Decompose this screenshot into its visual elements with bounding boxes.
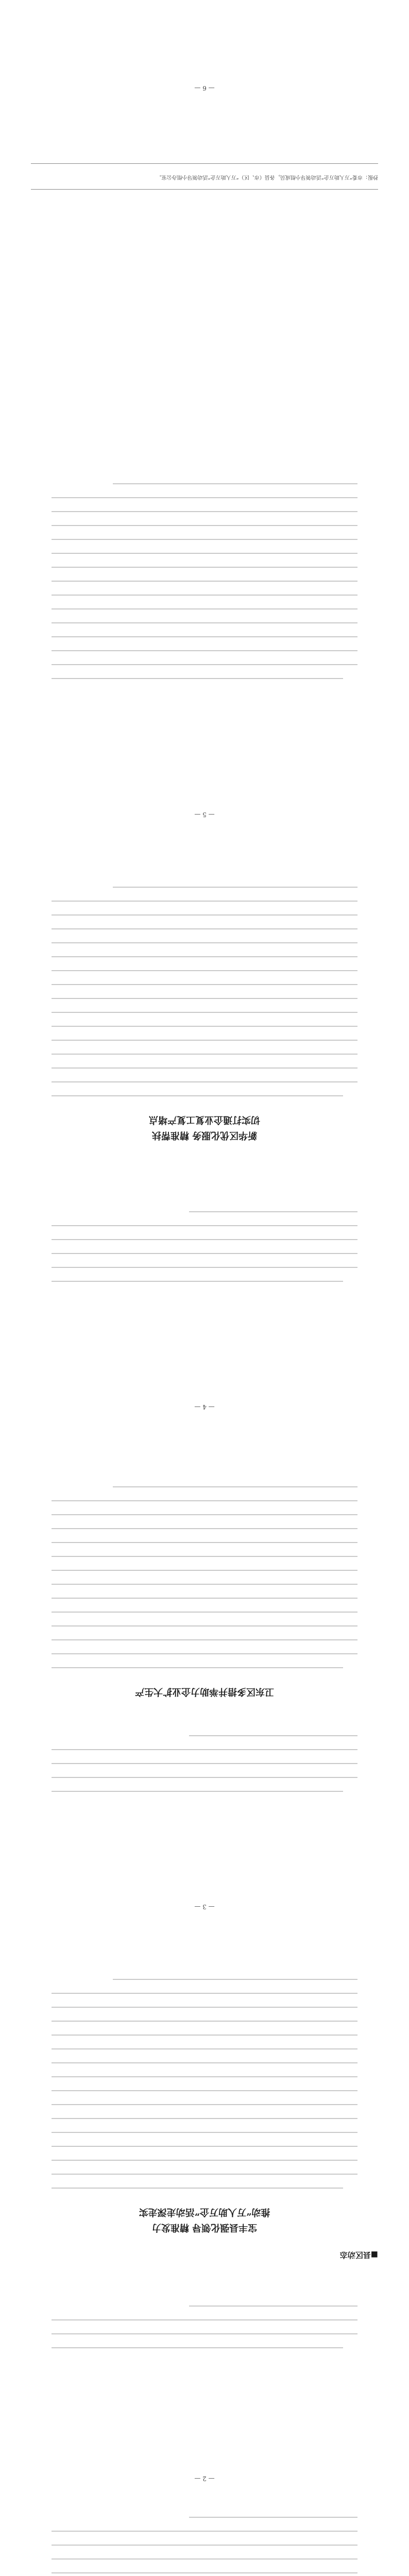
section-heading: ■县区动态 — [339, 2250, 378, 2260]
text-line — [52, 2118, 357, 2119]
text-line — [52, 1081, 357, 1082]
text-line — [52, 2021, 357, 2022]
text-line — [52, 595, 357, 596]
text-line — [52, 1791, 343, 1792]
text-line — [52, 1570, 357, 1571]
text-line — [52, 1067, 357, 1069]
text-line — [52, 2007, 357, 2008]
text-line — [52, 1095, 343, 1096]
text-line — [52, 1542, 357, 1543]
text-line — [52, 678, 343, 679]
text-line — [52, 2531, 357, 2532]
text-line — [52, 2558, 357, 2560]
page-number: — 3 — — [194, 1903, 215, 1910]
text-line — [52, 2545, 357, 2546]
text-line — [52, 1653, 357, 1654]
text-line — [52, 1625, 357, 1626]
text-line — [52, 636, 357, 637]
text-line — [52, 2572, 357, 2573]
text-line — [52, 2076, 357, 2077]
text-line — [113, 1486, 357, 1487]
text-line — [52, 2104, 357, 2105]
page-number: — 6 — — [194, 84, 215, 92]
text-line — [52, 1528, 357, 1529]
text-line — [52, 1584, 357, 1585]
text-line — [52, 928, 357, 929]
text-line — [52, 525, 357, 526]
text-line — [52, 914, 357, 916]
text-line — [52, 901, 357, 902]
text-line — [52, 1763, 357, 1764]
text-line — [52, 1612, 357, 1613]
article-body-4 — [52, 1473, 357, 1668]
text-line — [52, 1639, 357, 1640]
text-line — [52, 1667, 343, 1668]
text-line — [52, 1993, 357, 1994]
article-body-2-end — [52, 2293, 357, 2348]
article-body-5-cont — [52, 470, 357, 679]
text-line — [52, 511, 357, 512]
page-number: — 5 — — [194, 811, 215, 818]
text-line — [113, 887, 357, 888]
text-line — [52, 1749, 357, 1750]
text-line — [52, 2035, 357, 2036]
text-line — [52, 1239, 357, 1240]
article-body-3-cont — [52, 1722, 357, 1792]
text-line — [52, 1598, 357, 1599]
text-line — [52, 984, 357, 985]
text-line — [189, 2306, 357, 2307]
text-line — [189, 2517, 357, 2518]
text-line — [113, 483, 357, 484]
text-line — [52, 2347, 343, 2348]
text-line — [52, 622, 357, 623]
text-line — [52, 2160, 357, 2161]
text-line — [52, 567, 357, 568]
text-line — [189, 1735, 357, 1736]
text-line — [52, 1253, 357, 1254]
text-line — [52, 1556, 357, 1557]
text-line — [52, 2333, 357, 2334]
text-line — [52, 1054, 357, 1055]
footer-rule-bottom — [31, 163, 378, 164]
text-line — [52, 1267, 357, 1268]
page-number: — 2 — — [194, 2475, 215, 2482]
text-line — [52, 2174, 357, 2175]
text-line — [52, 2132, 357, 2133]
text-line — [52, 1777, 357, 1778]
text-line — [52, 1040, 357, 1041]
text-line — [52, 2146, 357, 2147]
text-line — [52, 1225, 357, 1226]
text-line — [52, 650, 357, 651]
article-title-3: 宝丰县强化领导 精准发力 推动“万人助万企”活动走深走实 — [139, 2207, 270, 2233]
text-line — [52, 553, 357, 554]
page-number: — 4 — — [194, 1403, 215, 1411]
article-body-5 — [52, 874, 357, 1096]
article-body-3 — [52, 1966, 357, 2189]
text-line — [52, 581, 357, 582]
article-title-5: 新华区优化服务 精准帮扶 切实打通企业复工复产堵点 — [149, 1114, 260, 1141]
text-line — [52, 998, 357, 999]
text-line — [52, 2062, 357, 2063]
text-line — [52, 664, 357, 665]
text-line — [52, 1026, 357, 1027]
article-body-2-cont — [52, 2504, 357, 2576]
text-line — [113, 1979, 357, 1980]
text-line — [189, 1211, 357, 1212]
text-line — [52, 942, 357, 943]
text-line — [52, 2090, 357, 2091]
text-line — [52, 1012, 357, 1013]
text-line — [52, 956, 357, 957]
footer-rule-top — [31, 189, 378, 190]
text-line — [52, 2048, 357, 2049]
text-line — [52, 970, 357, 971]
article-title-4: 卫东区多措并举助力企业扩大生产 — [135, 1686, 274, 1697]
text-line — [52, 2319, 357, 2320]
text-line — [52, 497, 357, 498]
text-line — [52, 608, 357, 609]
article-body-4-cont — [52, 1198, 357, 1282]
distribution-note: 抄报：市委“万人助万企”活动领导小组成员，各县（市、区）“万人助万企”活动领导小组办公室。 — [156, 174, 378, 180]
text-line — [52, 1281, 343, 1282]
text-line — [52, 1514, 357, 1515]
text-line — [52, 2188, 343, 2189]
text-line — [52, 1500, 357, 1501]
text-line — [52, 539, 357, 540]
